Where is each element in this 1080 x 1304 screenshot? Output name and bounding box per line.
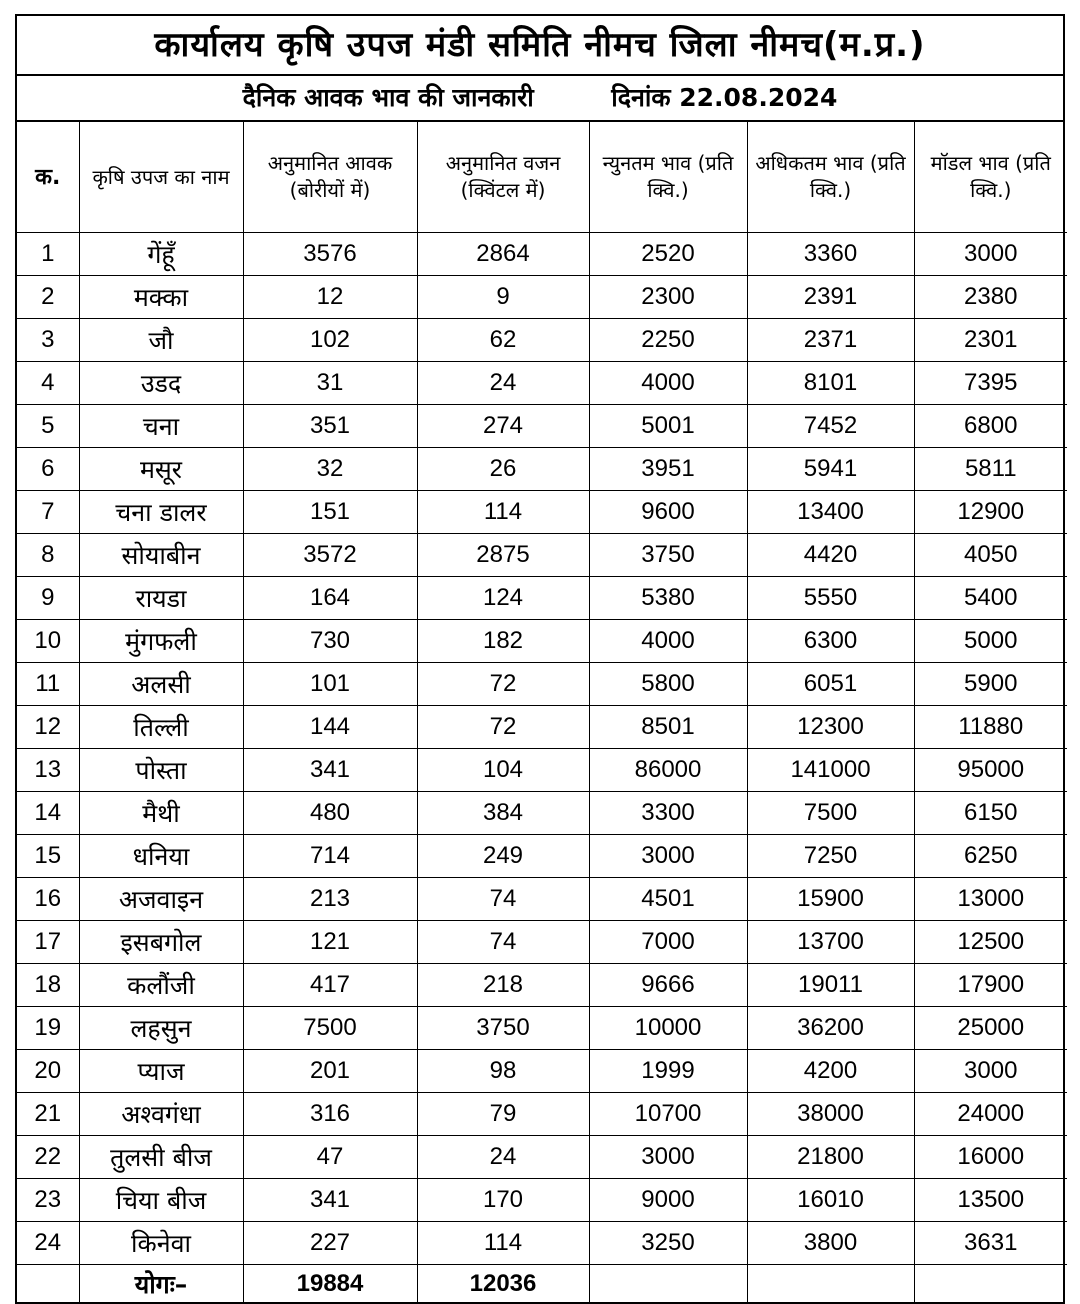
- cell-min-price: 4501: [589, 878, 747, 921]
- total-arrival: 19884: [243, 1265, 417, 1303]
- cell-arrival: 201: [243, 1050, 417, 1093]
- cell-crop-name: मक्का: [79, 276, 243, 319]
- cell-max-price: 4420: [747, 534, 914, 577]
- report-date: 22.08.2024: [679, 83, 838, 112]
- cell-min-price: 3951: [589, 448, 747, 491]
- cell-crop-name: तिल्ली: [79, 706, 243, 749]
- cell-arrival: 121: [243, 921, 417, 964]
- cell-crop-name: चना: [79, 405, 243, 448]
- cell-modal-price: 13500: [914, 1179, 1067, 1222]
- cell-min-price: 8501: [589, 706, 747, 749]
- table-row: [17, 491, 1067, 534]
- cell-crop-name: धनिया: [79, 835, 243, 878]
- cell-weight: 79: [417, 1093, 589, 1136]
- cell-modal-price: 17900: [914, 964, 1067, 1007]
- cell-sn: 10: [17, 620, 79, 663]
- cell-min-price: 7000: [589, 921, 747, 964]
- cell-weight: 98: [417, 1050, 589, 1093]
- table-row: [17, 663, 1067, 706]
- cell-min-price: 1999: [589, 1050, 747, 1093]
- table-row: [17, 1136, 1067, 1179]
- cell-modal-price: 6150: [914, 792, 1067, 835]
- cell-max-price: 2371: [747, 319, 914, 362]
- cell-arrival: 316: [243, 1093, 417, 1136]
- cell-modal-price: 6250: [914, 835, 1067, 878]
- cell-arrival: 151: [243, 491, 417, 534]
- cell-min-price: 2520: [589, 233, 747, 276]
- table-row: [17, 448, 1067, 491]
- cell-crop-name: मसूर: [79, 448, 243, 491]
- cell-arrival: 7500: [243, 1007, 417, 1050]
- table-row: [17, 1007, 1067, 1050]
- cell-modal-price: 4050: [914, 534, 1067, 577]
- cell-arrival: 227: [243, 1222, 417, 1265]
- header-arrival: अनुमानित आवक (बोरीयों में): [243, 122, 417, 233]
- table-row: [17, 964, 1067, 1007]
- subtitle-bar: [17, 76, 1063, 122]
- cell-modal-price: 2380: [914, 276, 1067, 319]
- table-row: [17, 1222, 1067, 1265]
- cell-min-price: 10700: [589, 1093, 747, 1136]
- table-row: [17, 577, 1067, 620]
- cell-arrival: 3572: [243, 534, 417, 577]
- rates-table: [17, 122, 1067, 1302]
- total-weight: 12036: [417, 1265, 589, 1303]
- cell-weight: 170: [417, 1179, 589, 1222]
- cell-min-price: 5380: [589, 577, 747, 620]
- cell-crop-name: गेंहूँ: [79, 233, 243, 276]
- cell-crop-name: चना डालर: [79, 491, 243, 534]
- cell-max-price: 13700: [747, 921, 914, 964]
- cell-arrival: 730: [243, 620, 417, 663]
- cell-sn: 9: [17, 577, 79, 620]
- cell-arrival: 47: [243, 1136, 417, 1179]
- total-blank-max: [747, 1265, 914, 1303]
- table-row: [17, 362, 1067, 405]
- cell-sn: 5: [17, 405, 79, 448]
- cell-min-price: 9666: [589, 964, 747, 1007]
- cell-max-price: 2391: [747, 276, 914, 319]
- cell-max-price: 6051: [747, 663, 914, 706]
- page-title: कार्यालय कृषि उपज मंडी समिति नीमच जिला नीमच(म.प्र.): [17, 16, 1063, 76]
- table-row: [17, 878, 1067, 921]
- cell-min-price: 5800: [589, 663, 747, 706]
- cell-weight: 114: [417, 1222, 589, 1265]
- total-row: [17, 1265, 1067, 1303]
- cell-arrival: 341: [243, 1179, 417, 1222]
- cell-sn: 21: [17, 1093, 79, 1136]
- total-label: योगः–: [79, 1265, 243, 1303]
- cell-sn: 17: [17, 921, 79, 964]
- header-weight: अनुमानित वजन (क्विंटल में): [417, 122, 589, 233]
- cell-weight: 9: [417, 276, 589, 319]
- cell-max-price: 13400: [747, 491, 914, 534]
- cell-crop-name: इसबगोल: [79, 921, 243, 964]
- cell-arrival: 714: [243, 835, 417, 878]
- total-blank-sn: [17, 1265, 79, 1303]
- cell-sn: 7: [17, 491, 79, 534]
- total-blank-modal: [914, 1265, 1067, 1303]
- cell-arrival: 341: [243, 749, 417, 792]
- cell-sn: 20: [17, 1050, 79, 1093]
- cell-arrival: 144: [243, 706, 417, 749]
- cell-modal-price: 25000: [914, 1007, 1067, 1050]
- cell-weight: 74: [417, 878, 589, 921]
- cell-min-price: 10000: [589, 1007, 747, 1050]
- table-row: [17, 534, 1067, 577]
- subtitle-text: दैनिक आवक भाव की जानकारी: [242, 83, 534, 112]
- cell-crop-name: चिया बीज: [79, 1179, 243, 1222]
- cell-crop-name: प्याज: [79, 1050, 243, 1093]
- cell-arrival: 164: [243, 577, 417, 620]
- cell-crop-name: रायडा: [79, 577, 243, 620]
- cell-max-price: 21800: [747, 1136, 914, 1179]
- cell-crop-name: पोस्ता: [79, 749, 243, 792]
- cell-min-price: 3250: [589, 1222, 747, 1265]
- cell-max-price: 16010: [747, 1179, 914, 1222]
- cell-min-price: 9000: [589, 1179, 747, 1222]
- cell-crop-name: कलौंजी: [79, 964, 243, 1007]
- cell-modal-price: 5811: [914, 448, 1067, 491]
- cell-arrival: 213: [243, 878, 417, 921]
- cell-sn: 12: [17, 706, 79, 749]
- cell-min-price: 4000: [589, 362, 747, 405]
- cell-arrival: 417: [243, 964, 417, 1007]
- cell-min-price: 3750: [589, 534, 747, 577]
- cell-max-price: 15900: [747, 878, 914, 921]
- cell-sn: 1: [17, 233, 79, 276]
- cell-weight: 74: [417, 921, 589, 964]
- cell-weight: 2864: [417, 233, 589, 276]
- table-row: [17, 1093, 1067, 1136]
- cell-min-price: 4000: [589, 620, 747, 663]
- cell-weight: 274: [417, 405, 589, 448]
- cell-max-price: 7452: [747, 405, 914, 448]
- cell-arrival: 12: [243, 276, 417, 319]
- cell-weight: 218: [417, 964, 589, 1007]
- cell-sn: 16: [17, 878, 79, 921]
- cell-max-price: 36200: [747, 1007, 914, 1050]
- cell-crop-name: मैथी: [79, 792, 243, 835]
- cell-max-price: 7250: [747, 835, 914, 878]
- cell-crop-name: अश्वगंधा: [79, 1093, 243, 1136]
- cell-weight: 182: [417, 620, 589, 663]
- cell-max-price: 7500: [747, 792, 914, 835]
- cell-modal-price: 16000: [914, 1136, 1067, 1179]
- cell-weight: 3750: [417, 1007, 589, 1050]
- table-row: [17, 921, 1067, 964]
- cell-modal-price: 24000: [914, 1093, 1067, 1136]
- cell-modal-price: 12500: [914, 921, 1067, 964]
- cell-arrival: 3576: [243, 233, 417, 276]
- cell-modal-price: 2301: [914, 319, 1067, 362]
- cell-sn: 8: [17, 534, 79, 577]
- cell-modal-price: 7395: [914, 362, 1067, 405]
- cell-max-price: 5550: [747, 577, 914, 620]
- cell-weight: 114: [417, 491, 589, 534]
- cell-weight: 62: [417, 319, 589, 362]
- cell-arrival: 101: [243, 663, 417, 706]
- cell-sn: 23: [17, 1179, 79, 1222]
- cell-sn: 4: [17, 362, 79, 405]
- cell-max-price: 3800: [747, 1222, 914, 1265]
- cell-crop-name: मुंगफली: [79, 620, 243, 663]
- table-row: [17, 1050, 1067, 1093]
- cell-max-price: 8101: [747, 362, 914, 405]
- cell-min-price: 9600: [589, 491, 747, 534]
- cell-arrival: 32: [243, 448, 417, 491]
- table-row: [17, 405, 1067, 448]
- table-row: [17, 276, 1067, 319]
- cell-modal-price: 3000: [914, 1050, 1067, 1093]
- table-row: [17, 233, 1067, 276]
- cell-sn: 14: [17, 792, 79, 835]
- cell-max-price: 19011: [747, 964, 914, 1007]
- cell-max-price: 38000: [747, 1093, 914, 1136]
- cell-sn: 11: [17, 663, 79, 706]
- table-row: [17, 706, 1067, 749]
- cell-max-price: 5941: [747, 448, 914, 491]
- cell-crop-name: लहसुन: [79, 1007, 243, 1050]
- table-row: [17, 1179, 1067, 1222]
- table-row: [17, 620, 1067, 663]
- header-min-price: न्युनतम भाव (प्रति क्वि.): [589, 122, 747, 233]
- table-header-row: [17, 122, 1067, 233]
- cell-min-price: 86000: [589, 749, 747, 792]
- cell-arrival: 102: [243, 319, 417, 362]
- cell-modal-price: 12900: [914, 491, 1067, 534]
- cell-crop-name: अजवाइन: [79, 878, 243, 921]
- cell-sn: 13: [17, 749, 79, 792]
- cell-weight: 72: [417, 706, 589, 749]
- cell-arrival: 31: [243, 362, 417, 405]
- cell-sn: 24: [17, 1222, 79, 1265]
- cell-modal-price: 5400: [914, 577, 1067, 620]
- total-blank-min: [589, 1265, 747, 1303]
- cell-weight: 24: [417, 362, 589, 405]
- cell-sn: 3: [17, 319, 79, 362]
- cell-min-price: 3000: [589, 1136, 747, 1179]
- cell-crop-name: सोयाबीन: [79, 534, 243, 577]
- cell-sn: 6: [17, 448, 79, 491]
- cell-max-price: 6300: [747, 620, 914, 663]
- cell-sn: 15: [17, 835, 79, 878]
- cell-min-price: 2250: [589, 319, 747, 362]
- table-row: [17, 792, 1067, 835]
- cell-max-price: 3360: [747, 233, 914, 276]
- cell-weight: 249: [417, 835, 589, 878]
- cell-max-price: 4200: [747, 1050, 914, 1093]
- cell-sn: 19: [17, 1007, 79, 1050]
- cell-max-price: 12300: [747, 706, 914, 749]
- cell-modal-price: 13000: [914, 878, 1067, 921]
- header-name: कृषि उपज का नाम: [79, 122, 243, 233]
- cell-weight: 24: [417, 1136, 589, 1179]
- cell-weight: 72: [417, 663, 589, 706]
- cell-crop-name: अलसी: [79, 663, 243, 706]
- table-row: [17, 319, 1067, 362]
- cell-weight: 26: [417, 448, 589, 491]
- table-body: [17, 233, 1067, 1303]
- header-modal-price: मॉडल भाव (प्रति क्वि.): [914, 122, 1067, 233]
- cell-modal-price: 3631: [914, 1222, 1067, 1265]
- cell-arrival: 351: [243, 405, 417, 448]
- cell-crop-name: उडद: [79, 362, 243, 405]
- cell-modal-price: 5900: [914, 663, 1067, 706]
- cell-weight: 384: [417, 792, 589, 835]
- cell-modal-price: 5000: [914, 620, 1067, 663]
- cell-min-price: 5001: [589, 405, 747, 448]
- table-row: [17, 835, 1067, 878]
- date-label: दिनांक: [611, 83, 671, 112]
- cell-sn: 22: [17, 1136, 79, 1179]
- mandi-rate-sheet: [15, 14, 1065, 1304]
- cell-weight: 124: [417, 577, 589, 620]
- table-row: [17, 749, 1067, 792]
- cell-modal-price: 6800: [914, 405, 1067, 448]
- cell-arrival: 480: [243, 792, 417, 835]
- cell-min-price: 2300: [589, 276, 747, 319]
- cell-max-price: 141000: [747, 749, 914, 792]
- cell-modal-price: 3000: [914, 233, 1067, 276]
- cell-crop-name: किनेवा: [79, 1222, 243, 1265]
- cell-sn: 18: [17, 964, 79, 1007]
- cell-sn: 2: [17, 276, 79, 319]
- cell-crop-name: तुलसी बीज: [79, 1136, 243, 1179]
- header-sn: क.: [17, 122, 79, 233]
- cell-weight: 2875: [417, 534, 589, 577]
- cell-modal-price: 95000: [914, 749, 1067, 792]
- header-max-price: अधिकतम भाव (प्रति क्वि.): [747, 122, 914, 233]
- cell-weight: 104: [417, 749, 589, 792]
- cell-crop-name: जौ: [79, 319, 243, 362]
- cell-modal-price: 11880: [914, 706, 1067, 749]
- cell-min-price: 3000: [589, 835, 747, 878]
- cell-min-price: 3300: [589, 792, 747, 835]
